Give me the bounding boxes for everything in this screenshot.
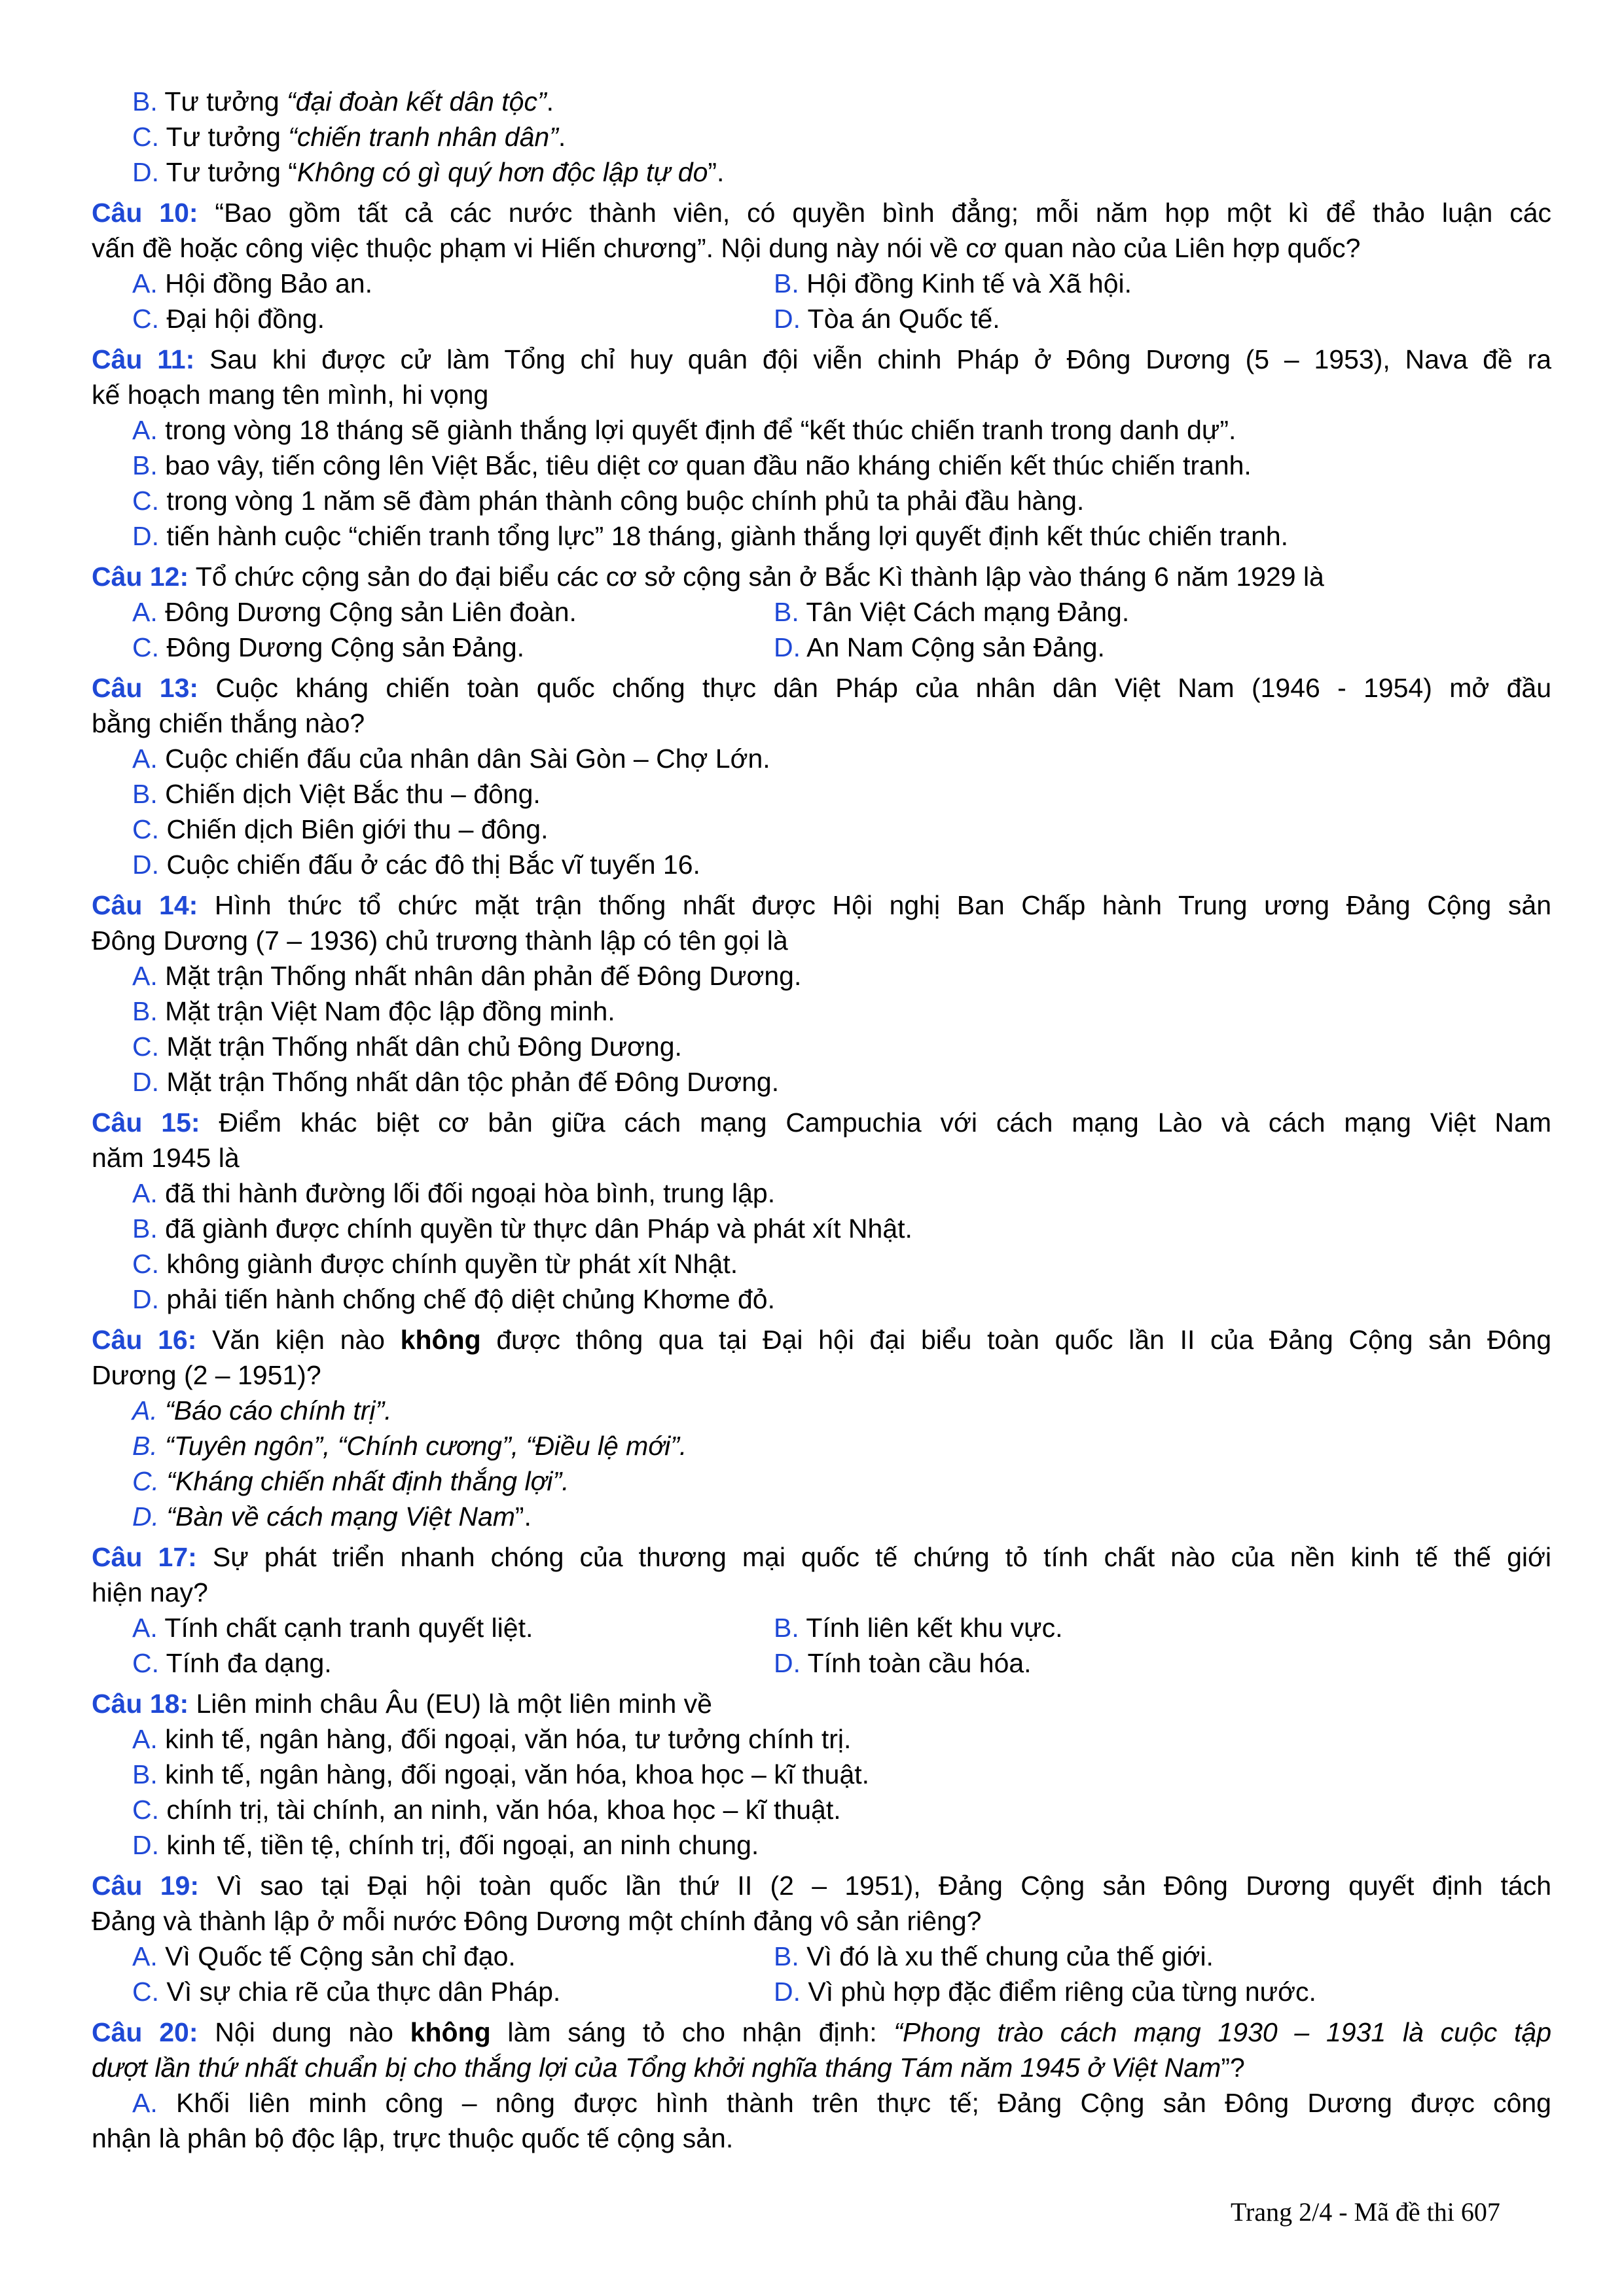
option-label: A.	[132, 744, 158, 774]
question-label: Câu 17:	[92, 1542, 197, 1572]
stem-text: Cuộc kháng chiến toàn quốc chống thực dân Pháp của nhân dân Việt Nam (1946 - 1954) mở đầu	[198, 673, 1551, 703]
option-a	[92, 1393, 1551, 1428]
option-text: Mặt trận Thống nhất dân chủ Đông Dương.	[166, 1031, 682, 1062]
option-label: D.	[774, 1648, 801, 1678]
question-17	[92, 1539, 1551, 1681]
option-text: ”.	[514, 1501, 532, 1532]
option-text: “Báo cáo chính trị”.	[165, 1395, 392, 1426]
stem-text: Sau khi được cử làm Tổng chỉ huy quân đội viễn chinh Pháp ở Đông Dương (5 – 1953), Nava đề ra	[194, 344, 1551, 374]
question-label: Câu 14:	[92, 890, 198, 920]
option-label: D.	[132, 850, 159, 880]
option-text: Vì phù hợp đặc điểm riêng của từng nước.	[808, 1977, 1316, 2007]
option-text: tiến hành cuộc “chiến tranh tổng lực” 18 tháng, giành thắng lợi quyết định kết thúc chiến tranh.	[166, 521, 1289, 551]
option-label: B.	[774, 1941, 799, 1971]
question-10	[92, 195, 1551, 336]
options-row	[92, 630, 1551, 665]
option-a	[132, 1610, 774, 1645]
stem-emphasis: không	[410, 2017, 491, 2047]
option-text: Cuộc chiến đấu của nhân dân Sài Gòn – Chợ Lớn.	[165, 744, 770, 774]
question-stem	[92, 1686, 1551, 1721]
option-text: Mặt trận Thống nhất nhân dân phản đế Đông Dương.	[165, 961, 802, 991]
question-label: Câu 10:	[92, 198, 198, 228]
option-text-italic: “chiến tranh nhân dân”	[288, 122, 558, 152]
question-stem	[92, 195, 1551, 230]
option-label: D.	[132, 1830, 159, 1860]
options-row	[92, 301, 1551, 336]
question-stem-cont: kế hoạch mang tên mình, hi vọng	[92, 380, 489, 410]
page-footer: Trang 2/4 - Mã đề thi 607	[1231, 2197, 1500, 2227]
option-text: Tính chất cạnh tranh quyết liệt.	[164, 1613, 533, 1643]
option-label: D.	[132, 1284, 159, 1314]
options-row	[92, 594, 1551, 630]
option-label: C.	[132, 122, 159, 152]
option-label: C.	[132, 1031, 159, 1062]
option-d	[774, 1974, 1316, 2009]
question-stem-cont: Dương (2 – 1951)?	[92, 1360, 321, 1390]
option-label: A.	[132, 268, 158, 298]
option-label: C.	[132, 632, 159, 662]
option-a	[132, 1939, 774, 1974]
option-d	[92, 518, 1551, 554]
option-text: “Kháng chiến nhất định thắng lợi”.	[166, 1466, 569, 1496]
stem-text: ”?	[1221, 2053, 1245, 2083]
option-text: Chiến dịch Biên giới thu – đông.	[166, 814, 549, 844]
question-stem	[92, 559, 1551, 594]
option-label: D.	[132, 1501, 159, 1532]
option-d	[92, 1282, 1551, 1317]
question-19	[92, 1868, 1551, 2009]
option-b	[92, 776, 1551, 812]
option-text: bao vây, tiến công lên Việt Bắc, tiêu diệt cơ quan đầu não kháng chiến kết thúc chiến tranh.	[165, 450, 1252, 480]
option-c	[92, 1463, 1551, 1499]
question-stem-cont	[92, 2050, 1551, 2085]
option-text: không giành được chính quyền từ phát xít Nhật.	[166, 1249, 738, 1279]
question-16	[92, 1322, 1551, 1534]
option-a	[92, 412, 1551, 448]
question-stem-cont: Đông Dương (7 – 1936) chủ trương thành lập có tên gọi là	[92, 925, 788, 956]
question-label: Câu 16:	[92, 1325, 197, 1355]
option-d	[92, 1499, 1551, 1534]
stem-text: Văn kiện nào	[196, 1325, 401, 1355]
stem-text: Nội dung nào	[198, 2017, 410, 2047]
option-text: trong vòng 1 năm sẽ đàm phán thành công buộc chính phủ ta phải đầu hàng.	[166, 486, 1085, 516]
option-label: B.	[132, 779, 158, 809]
option-b	[92, 994, 1551, 1029]
option-d	[92, 1827, 1551, 1863]
option-label: A.	[132, 1178, 158, 1208]
option-label: C.	[132, 1249, 159, 1279]
options-row	[92, 1939, 1551, 1974]
option-text: Tư tưởng	[166, 122, 289, 152]
question-stem	[92, 2015, 1551, 2050]
option-label: D.	[774, 1977, 801, 2007]
option-label: A.	[132, 1941, 158, 1971]
option-text: kinh tế, ngân hàng, đối ngoại, văn hóa, tư tưởng chính trị.	[165, 1724, 852, 1754]
option-label: A.	[132, 1395, 158, 1426]
option-text: ”.	[708, 157, 725, 187]
option-text: Hội đồng Kinh tế và Xã hội.	[806, 268, 1132, 298]
option-b	[774, 1610, 1062, 1645]
question-18	[92, 1686, 1551, 1863]
option-label: A.	[132, 597, 158, 627]
option-label: A.	[132, 1613, 158, 1643]
option-b	[774, 266, 1132, 301]
q9-option-c	[92, 119, 1551, 154]
question-13	[92, 670, 1551, 882]
stem-text: làm sáng tỏ cho nhận định:	[490, 2017, 894, 2047]
option-label: C.	[132, 304, 159, 334]
option-text: đã thi hành đường lối đối ngoại hòa bình, trung lập.	[165, 1178, 776, 1208]
option-b	[774, 594, 1129, 630]
option-b	[92, 1757, 1551, 1792]
option-label: B.	[132, 1431, 158, 1461]
option-d	[92, 847, 1551, 882]
option-label: B.	[774, 1613, 799, 1643]
question-stem	[92, 670, 1551, 706]
option-label: C.	[132, 1466, 159, 1496]
option-a	[92, 1721, 1551, 1757]
question-15	[92, 1105, 1551, 1317]
question-label: Câu 20:	[92, 2017, 198, 2047]
stem-text: Sự phát triển nhanh chóng của thương mại quốc tế chứng tỏ tính chất nào của nền kinh tế thế giới	[196, 1542, 1551, 1572]
option-label: A.	[132, 961, 158, 991]
question-label: Câu 11:	[92, 344, 195, 374]
option-label: B.	[132, 996, 158, 1026]
option-label: B.	[132, 1213, 158, 1244]
option-d	[774, 630, 1105, 665]
option-label: C.	[132, 1648, 159, 1678]
stem-text: Điểm khác biệt cơ bản giữa cách mạng Campuchia với cách mạng Lào và cách mạng Việt Nam	[200, 1107, 1551, 1138]
option-label: A.	[132, 1724, 158, 1754]
option-text: .	[558, 122, 566, 152]
question-stem-cont: vấn đề hoặc công việc thuộc phạm vi Hiến chương”. Nội dung này nói về cơ quan nào của Liên hợp quốc?	[92, 233, 1361, 263]
options-row	[92, 266, 1551, 301]
question-stem-cont: Đảng và thành lập ở mỗi nước Đông Dương một chính đảng vô sản riêng?	[92, 1906, 982, 1936]
option-text: .	[546, 86, 554, 117]
option-c	[132, 301, 774, 336]
question-12	[92, 559, 1551, 665]
q9-option-d	[92, 154, 1551, 190]
option-c	[132, 1645, 774, 1681]
option-b	[774, 1939, 1214, 1974]
stem-quote: “Phong trào cách mạng 1930 – 1931 là cuộc tập	[893, 2017, 1552, 2047]
option-d	[92, 1064, 1551, 1100]
options-row	[92, 1974, 1551, 2009]
option-d	[774, 301, 1000, 336]
question-11	[92, 342, 1551, 554]
question-label: Câu 19:	[92, 1871, 200, 1901]
stem-quote: dượt lần thứ nhất chuẩn bị cho thắng lợi của Tổng khởi nghĩa tháng Tám năm 1945 ở Việt Nam	[92, 2053, 1221, 2083]
question-stem	[92, 888, 1551, 923]
question-label: Câu 13:	[92, 673, 199, 703]
option-text: Cuộc chiến đấu ở các đô thị Bắc vĩ tuyến 16.	[166, 850, 700, 880]
option-text: Tính liên kết khu vực.	[806, 1613, 1063, 1643]
option-text: Đông Dương Cộng sản Đảng.	[166, 632, 525, 662]
option-a-cont: nhận là phân bộ độc lập, trực thuộc quốc tế cộng sản.	[92, 2123, 734, 2153]
option-a	[132, 266, 774, 301]
options-row	[92, 1610, 1551, 1645]
exam-page	[92, 84, 1551, 2156]
option-text: Tư tưởng	[164, 86, 287, 117]
option-text: trong vòng 18 tháng sẽ giành thắng lợi quyết định để “kết thúc chiến tranh trong danh dự”.	[165, 415, 1236, 445]
option-text: Mặt trận Việt Nam độc lập đồng minh.	[165, 996, 615, 1026]
option-text-italic: Không có gì quý hơn độc lập tự do	[297, 157, 708, 187]
question-label: Câu 15:	[92, 1107, 200, 1138]
option-text: đã giành được chính quyền từ thực dân Pháp và phát xít Nhật.	[165, 1213, 912, 1244]
option-label: B.	[774, 597, 799, 627]
question-stem	[92, 342, 1551, 377]
question-stem-cont: bằng chiến thắng nào?	[92, 708, 365, 738]
option-text-italic: “đại đoàn kết dân tộc”	[287, 86, 547, 117]
option-c	[92, 1029, 1551, 1064]
option-a	[132, 594, 774, 630]
option-label: D.	[132, 521, 159, 551]
question-stem-cont: hiện nay?	[92, 1577, 208, 1607]
option-b	[92, 448, 1551, 483]
option-text: chính trị, tài chính, an ninh, văn hóa, khoa học – kĩ thuật.	[166, 1795, 841, 1825]
option-text: kinh tế, ngân hàng, đối ngoại, văn hóa, khoa học – kĩ thuật.	[165, 1759, 870, 1789]
option-text-italic: “Bàn về cách mạng Việt Nam	[166, 1501, 515, 1532]
stem-text: Vì sao tại Đại hội toàn quốc lần thứ II (2 – 1951), Đảng Cộng sản Đông Dương quyết định tách	[199, 1871, 1551, 1901]
option-text: Chiến dịch Việt Bắc thu – đông.	[165, 779, 541, 809]
option-text: Vì Quốc tế Cộng sản chỉ đạo.	[165, 1941, 516, 1971]
question-14	[92, 888, 1551, 1100]
option-text: Vì sự chia rẽ của thực dân Pháp.	[166, 1977, 561, 2007]
option-a	[92, 958, 1551, 994]
option-a	[92, 741, 1551, 776]
option-label: D.	[132, 1067, 159, 1097]
option-text: An Nam Cộng sản Đảng.	[806, 632, 1105, 662]
q9-option-b	[92, 84, 1551, 119]
stem-text: “Bao gồm tất cả các nước thành viên, có quyền bình đẳng; mỗi năm họp một kì để thảo luận các	[198, 198, 1552, 228]
option-label: D.	[132, 157, 159, 187]
option-label: C.	[132, 486, 159, 516]
option-text: Mặt trận Thống nhất dân tộc phản đế Đông Dương.	[166, 1067, 780, 1097]
option-c	[92, 812, 1551, 847]
option-label: A.	[132, 2088, 158, 2118]
option-c	[132, 1974, 774, 2009]
option-text: Tính đa dạng.	[166, 1648, 332, 1678]
option-text: Đông Dương Cộng sản Liên đoàn.	[165, 597, 577, 627]
option-label: B.	[132, 86, 158, 117]
option-a	[92, 2085, 1551, 2121]
options-row	[92, 1645, 1551, 1681]
option-label: D.	[774, 304, 801, 334]
question-stem-cont: năm 1945 là	[92, 1143, 240, 1173]
option-label: A.	[132, 415, 158, 445]
stem-text: Hình thức tổ chức mặt trận thống nhất được Hội nghị Ban Chấp hành Trung ương Đảng Cộng sản	[198, 890, 1551, 920]
option-label: C.	[132, 1977, 159, 2007]
option-c	[92, 483, 1551, 518]
option-c	[92, 1246, 1551, 1282]
option-label: B.	[132, 450, 158, 480]
option-text: Vì đó là xu thế chung của thế giới.	[806, 1941, 1214, 1971]
question-20	[92, 2015, 1551, 2156]
option-d	[774, 1645, 1032, 1681]
option-text: phải tiến hành chống chế độ diệt chủng Khơme đỏ.	[166, 1284, 775, 1314]
option-text: kinh tế, tiền tệ, chính trị, đối ngoại, an ninh chung.	[166, 1830, 759, 1860]
option-a	[92, 1175, 1551, 1211]
option-label: D.	[774, 632, 801, 662]
option-text: Khối liên minh công – nông được hình thành trên thực tế; Đảng Cộng sản Đông Dương được công	[176, 2088, 1551, 2118]
option-text: “Tuyên ngôn”, “Chính cương”, “Điều lệ mới”.	[165, 1431, 687, 1461]
option-text: Tính toàn cầu hóa.	[807, 1648, 1032, 1678]
option-text: Tòa án Quốc tế.	[807, 304, 1000, 334]
option-b	[92, 1428, 1551, 1463]
option-c	[132, 630, 774, 665]
option-label: C.	[132, 814, 159, 844]
stem-text: Tổ chức cộng sản do đại biểu các cơ sở cộng sản ở Bắc Kì thành lập vào tháng 6 năm 1929 là	[189, 562, 1324, 592]
option-label: B.	[774, 268, 799, 298]
question-label: Câu 18:	[92, 1689, 189, 1719]
option-text: Hội đồng Bảo an.	[165, 268, 373, 298]
option-b	[92, 1211, 1551, 1246]
option-label: C.	[132, 1795, 159, 1825]
stem-emphasis: không	[400, 1325, 481, 1355]
question-label: Câu 12:	[92, 562, 189, 592]
question-stem	[92, 1322, 1551, 1357]
stem-text: Liên minh châu Âu (EU) là một liên minh về	[189, 1689, 712, 1719]
option-text: Tư tưởng “	[166, 157, 297, 187]
stem-text: được thông qua tại Đại hội đại biểu toàn quốc lần II của Đảng Cộng sản Đông	[480, 1325, 1551, 1355]
option-text: Tân Việt Cách mạng Đảng.	[806, 597, 1130, 627]
option-c	[92, 1792, 1551, 1827]
question-stem	[92, 1105, 1551, 1140]
option-label: B.	[132, 1759, 158, 1789]
question-stem	[92, 1868, 1551, 1903]
question-stem	[92, 1539, 1551, 1575]
option-text: Đại hội đồng.	[166, 304, 325, 334]
